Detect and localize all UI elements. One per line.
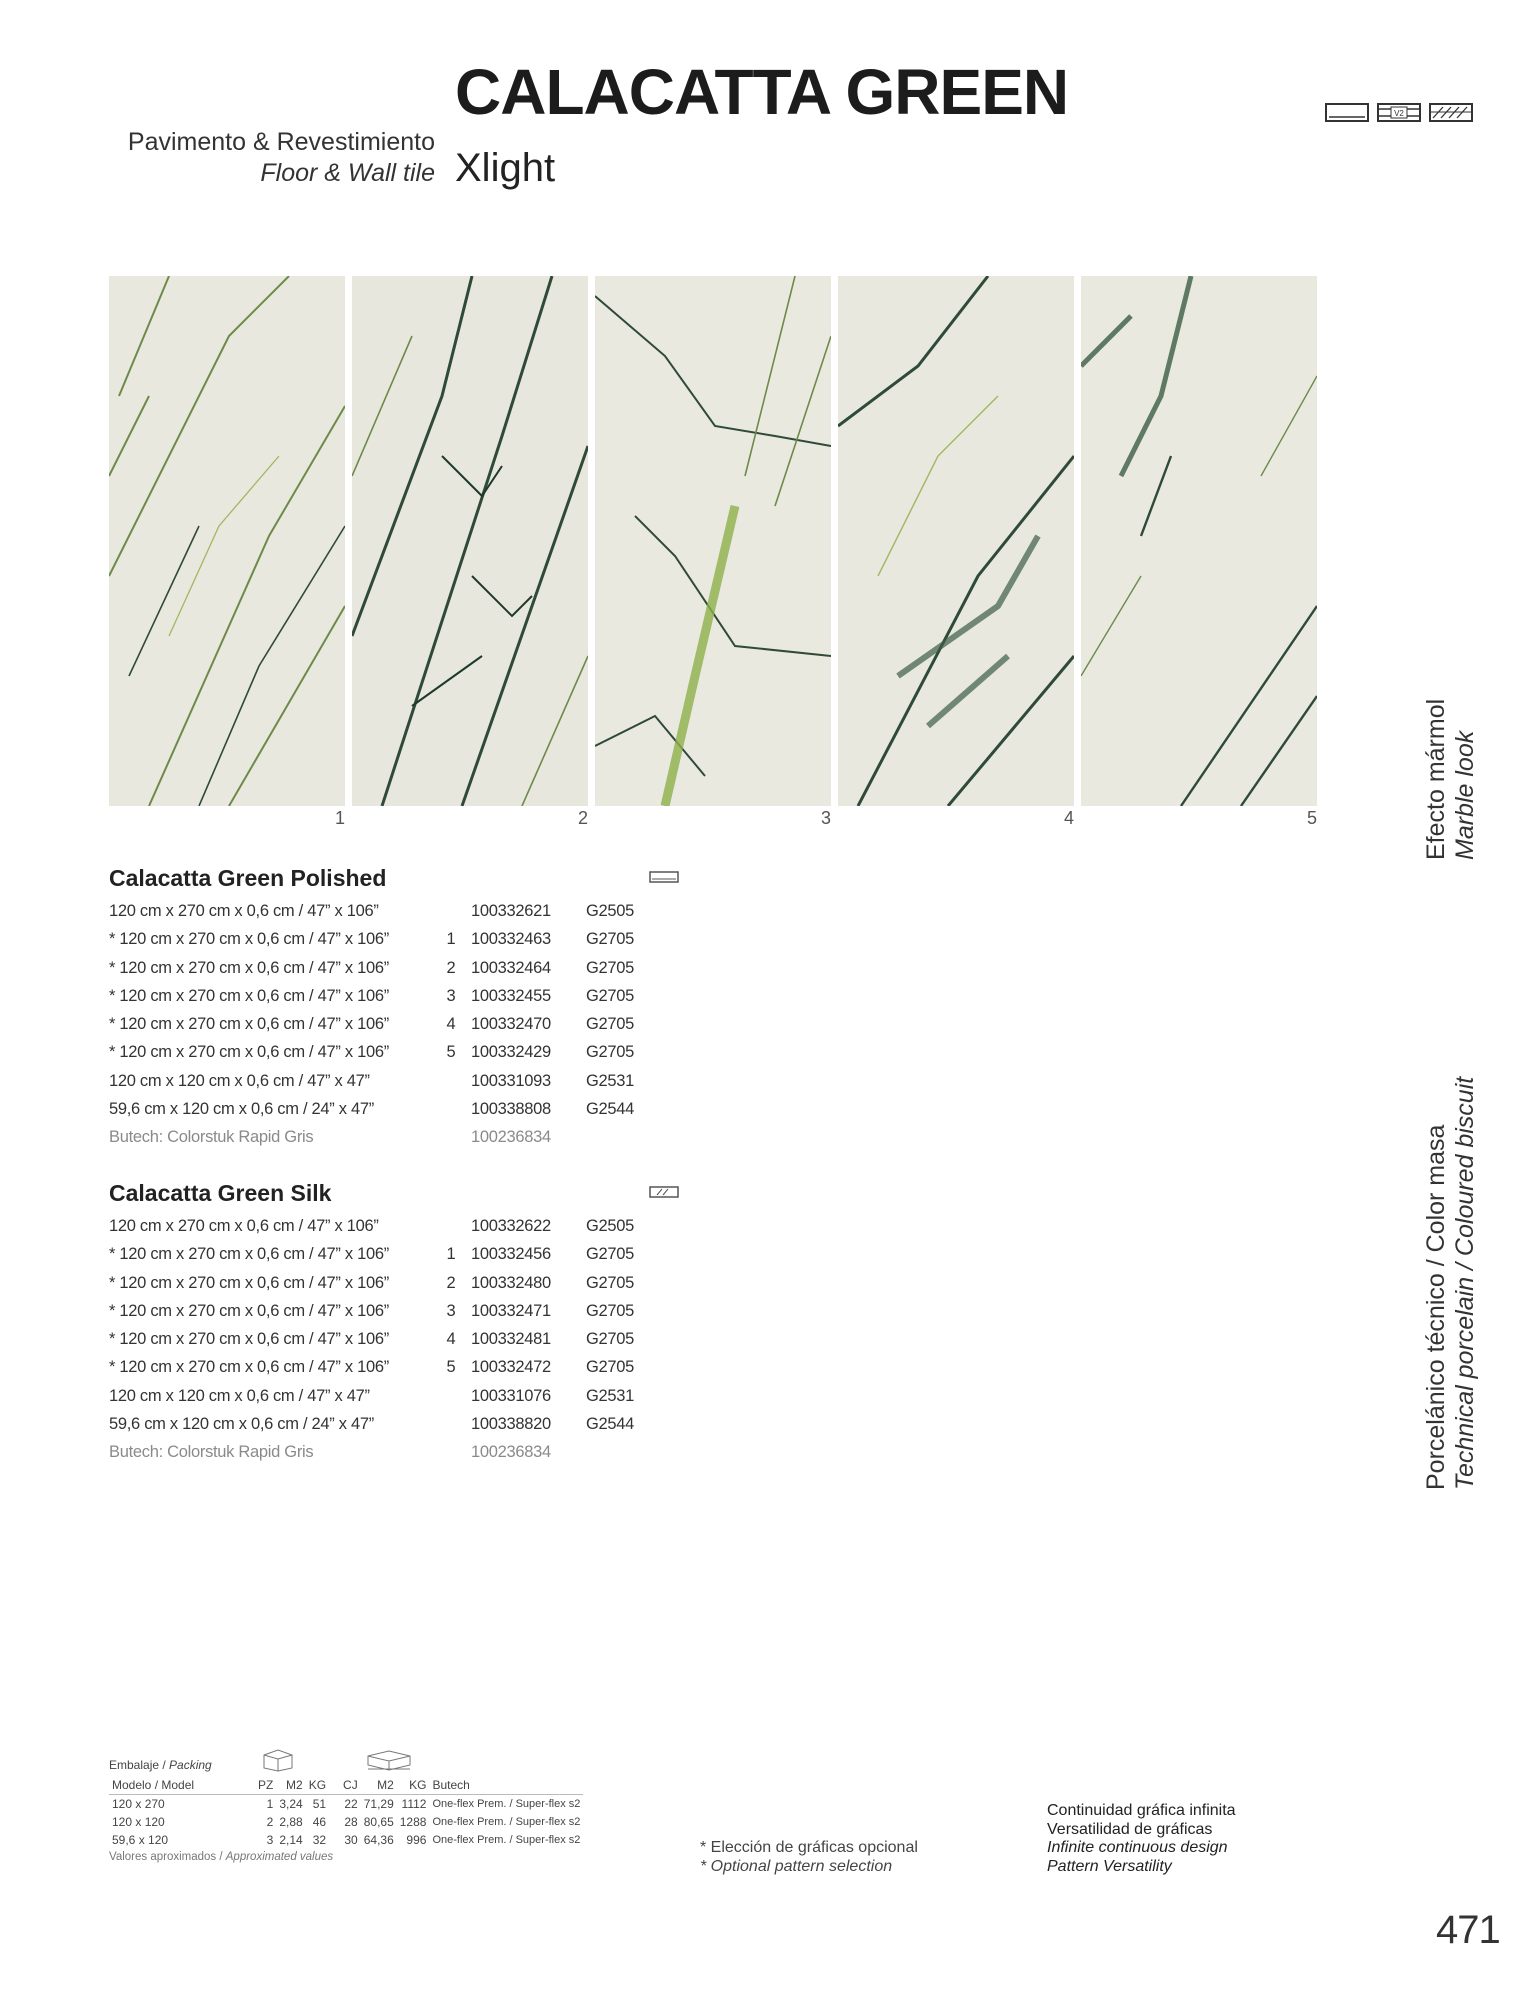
- tile-number: 4: [1063, 808, 1074, 828]
- packing-row: [109, 1795, 583, 1814]
- pattern-number-cell: 5: [446, 1358, 456, 1377]
- packing-cell: 22: [344, 1797, 358, 1811]
- col-kg-box: KG: [397, 1776, 430, 1795]
- section-title-text: Calacatta Green Silk: [109, 1180, 332, 1206]
- packing-footnote: [109, 1851, 583, 1863]
- packing-cell: 2: [266, 1815, 274, 1829]
- pattern-number-cell: [431, 1067, 471, 1095]
- packing-cell: 1288: [399, 1815, 427, 1829]
- packing-cell: 3,24: [279, 1797, 303, 1811]
- table-row: [109, 1212, 679, 1240]
- size-cell: * 120 cm x 270 cm x 0,6 cm / 47” x 106”: [109, 1358, 389, 1377]
- size-cell: * 120 cm x 270 cm x 0,6 cm / 47” x 106”: [109, 986, 389, 1005]
- product-code-cell: 100332456: [471, 1245, 551, 1264]
- packing-row: [109, 1831, 583, 1849]
- tile-gallery: [109, 276, 1317, 806]
- material-label-es: Porcelánico técnico / Color masa: [1422, 1124, 1450, 1490]
- tile-numbers: [109, 808, 1317, 829]
- size-cell: 59,6 cm x 120 cm x 0,6 cm / 24” x 47”: [109, 1100, 374, 1119]
- group-code-cell: G2531: [586, 1386, 635, 1405]
- packing-cell: 64,36: [363, 1833, 394, 1847]
- product-code-cell: 100331076: [471, 1386, 551, 1405]
- packing-cell: One-flex Prem. / Super-flex s2: [432, 1816, 581, 1828]
- side-labels: [1422, 560, 1512, 1490]
- group-code-cell: G2505: [586, 1217, 635, 1235]
- group-code-cell: G2705: [586, 958, 635, 977]
- product-code-cell: 100338820: [471, 1415, 551, 1434]
- box-icon: [262, 1748, 294, 1772]
- packing-label: [109, 1758, 212, 1772]
- polished-icon: [649, 869, 679, 883]
- look-label-es: Efecto mármol: [1422, 698, 1450, 860]
- finish-icons: [1325, 101, 1473, 123]
- packing-cell: 1: [266, 1797, 274, 1811]
- size-cell: 120 cm x 270 cm x 0,6 cm / 47” x 106”: [109, 1217, 379, 1235]
- size-cell: * 120 cm x 270 cm x 0,6 cm / 47” x 106”: [109, 1301, 389, 1320]
- packing-cell: 120 x 270: [112, 1797, 165, 1811]
- product-code-cell: 100332470: [471, 1015, 551, 1034]
- product-code-cell: 100332471: [471, 1301, 551, 1320]
- pattern-number-cell: 3: [446, 1301, 456, 1320]
- pattern-number-cell: 1: [446, 1245, 456, 1264]
- packing-cell: 51: [312, 1797, 327, 1811]
- packing-cell: 120 x 120: [112, 1815, 165, 1829]
- col-butech: Butech: [429, 1776, 583, 1795]
- material-label: [1422, 1077, 1480, 1490]
- packing-cell: 30: [344, 1833, 358, 1847]
- table-row: [109, 1240, 679, 1268]
- pattern-number-cell: 2: [446, 958, 456, 977]
- silk-texture-icon: [1429, 101, 1473, 123]
- col-cj: CJ: [329, 1776, 361, 1795]
- size-cell: * 120 cm x 270 cm x 0,6 cm / 47” x 106”: [109, 1043, 389, 1062]
- pattern-number-cell: 4: [446, 1330, 456, 1349]
- table-row: [109, 982, 679, 1010]
- butech-code: 100236834: [471, 1128, 551, 1147]
- page-number: 471: [1436, 1908, 1500, 1952]
- product-code-cell: 100332463: [471, 930, 551, 949]
- table-row: [109, 1410, 679, 1438]
- continuity-note: [1047, 1802, 1236, 1876]
- pattern-number-cell: 1: [446, 930, 456, 949]
- section-title-text: Calacatta Green Polished: [109, 865, 387, 891]
- pallet-icon: [364, 1748, 414, 1772]
- v2-icon-label: V2: [1394, 109, 1404, 118]
- group-code-cell: G2705: [586, 1043, 635, 1062]
- packing-footnote-es: Valores aproximados /: [109, 1851, 226, 1863]
- packing-cell: 80,65: [363, 1815, 394, 1829]
- product-code-cell: 100332464: [471, 958, 551, 977]
- size-cell: * 120 cm x 270 cm x 0,6 cm / 47” x 106”: [109, 1015, 389, 1034]
- note-en: * Optional pattern selection: [700, 1858, 893, 1875]
- pattern-number-cell: 4: [446, 1015, 456, 1034]
- col-model: Modelo / Model: [109, 1776, 255, 1795]
- pattern-number-cell: 2: [446, 1273, 456, 1292]
- packing-row: [109, 1813, 583, 1831]
- table-row: [109, 954, 679, 982]
- packing-cell: 2,14: [279, 1833, 303, 1847]
- tile-number: 3: [820, 808, 831, 828]
- group-code-cell: G2705: [586, 1245, 635, 1264]
- packing-cell: 2,88: [279, 1815, 303, 1829]
- product-code-cell: 100332472: [471, 1358, 551, 1377]
- product-subtitle: Xlight: [455, 146, 556, 190]
- butech-product: Butech: Colorstuk Rapid Gris: [109, 1128, 314, 1147]
- packing-cell: 996: [406, 1833, 427, 1847]
- packing-cell: 59,6 x 120: [112, 1833, 169, 1847]
- size-cell: 59,6 cm x 120 cm x 0,6 cm / 24” x 47”: [109, 1415, 374, 1434]
- size-cell: * 120 cm x 270 cm x 0,6 cm / 47” x 106”: [109, 1330, 389, 1349]
- group-code-cell: G2544: [586, 1415, 635, 1434]
- size-cell: * 120 cm x 270 cm x 0,6 cm / 47” x 106”: [109, 958, 389, 977]
- butech-row: [109, 1123, 679, 1151]
- product-code-cell: 100331093: [471, 1071, 551, 1090]
- group-code-cell: G2705: [586, 1330, 635, 1349]
- butech-code: 100236834: [471, 1443, 551, 1462]
- product-code-cell: 100332455: [471, 986, 551, 1005]
- butech-product: Butech: Colorstuk Rapid Gris: [109, 1443, 314, 1462]
- group-code-cell: G2505: [586, 902, 635, 920]
- product-code-cell: 100332480: [471, 1273, 551, 1292]
- tile-image[interactable]: [109, 276, 345, 806]
- section-title: [109, 865, 679, 891]
- packing-cell: 1112: [401, 1797, 427, 1811]
- size-cell: 120 cm x 270 cm x 0,6 cm / 47” x 106”: [109, 902, 379, 920]
- packing-header-row: [109, 1776, 583, 1795]
- polished-section: [109, 865, 679, 1152]
- pattern-number-cell: 5: [446, 1043, 456, 1062]
- pattern-number-cell: 3: [446, 986, 456, 1005]
- section-title: [109, 1180, 679, 1206]
- product-code-cell: 100332621: [471, 902, 551, 920]
- col-pz: PZ: [255, 1776, 276, 1795]
- category-english: Floor & Wall tile: [260, 159, 435, 187]
- silk-texture-icon: [649, 1184, 679, 1198]
- product-title: CALACATTA GREEN: [455, 56, 1069, 128]
- packing-cell: 46: [312, 1815, 327, 1829]
- material-label-en: Technical porcelain / Coloured biscuit: [1451, 1076, 1479, 1490]
- pattern-number-cell: [431, 1095, 471, 1123]
- size-cell: 120 cm x 120 cm x 0,6 cm / 47” x 47”: [109, 1386, 370, 1405]
- packing-cell: One-flex Prem. / Super-flex s2: [432, 1834, 581, 1846]
- col-m2-box: M2: [361, 1776, 397, 1795]
- tile-image[interactable]: [595, 276, 831, 806]
- v2-variation-icon: [1377, 101, 1421, 123]
- col-kg: KG: [306, 1776, 329, 1795]
- table-row: [109, 1095, 679, 1123]
- pattern-number-cell: [431, 1410, 471, 1438]
- table-row: [109, 925, 679, 953]
- group-code-cell: G2705: [586, 1358, 635, 1377]
- look-label-en: Marble look: [1451, 730, 1479, 860]
- group-code-cell: G2705: [586, 1273, 635, 1292]
- packing-footnote-en: Approximated values: [225, 1851, 334, 1863]
- group-code-cell: G2531: [586, 1071, 635, 1090]
- tile-number: 5: [1306, 808, 1317, 828]
- optional-pattern-note: [700, 1838, 918, 1876]
- packing-table: [109, 1748, 583, 1863]
- size-cell: 120 cm x 120 cm x 0,6 cm / 47” x 47”: [109, 1071, 370, 1090]
- packing-label-en: Packing: [169, 1758, 212, 1772]
- category-spanish: Pavimento & Revestimiento: [127, 128, 435, 156]
- packing-cell: One-flex Prem. / Super-flex s2: [432, 1798, 581, 1810]
- butech-row: [109, 1438, 679, 1466]
- size-cell: * 120 cm x 270 cm x 0,6 cm / 47” x 106”: [109, 930, 389, 949]
- packing-cell: 32: [312, 1833, 327, 1847]
- size-cell: * 120 cm x 270 cm x 0,6 cm / 47” x 106”: [109, 1273, 389, 1292]
- group-code-cell: G2705: [586, 1301, 635, 1320]
- continuity-line2-en: Pattern Versatility: [1047, 1857, 1172, 1875]
- silk-section: [109, 1180, 679, 1467]
- note-es: * Elección de gráficas opcional: [700, 1839, 918, 1856]
- product-code-cell: 100332481: [471, 1330, 551, 1349]
- tile-image[interactable]: [352, 276, 588, 806]
- polished-icon: [1325, 101, 1369, 123]
- table-row: [109, 1067, 679, 1095]
- group-code-cell: G2705: [586, 930, 635, 949]
- group-code-cell: G2705: [586, 986, 635, 1005]
- continuity-line2-es: Versatilidad de gráficas: [1047, 1820, 1213, 1838]
- col-m2: M2: [276, 1776, 305, 1795]
- table-row: [109, 897, 679, 925]
- group-code-cell: G2705: [586, 1015, 635, 1034]
- pattern-number-cell: [431, 1212, 471, 1240]
- table-row: [109, 1269, 679, 1297]
- packing-label-es: Embalaje /: [109, 1758, 170, 1772]
- product-code-cell: 100332429: [471, 1043, 551, 1062]
- tile-image[interactable]: [1081, 276, 1317, 806]
- continuity-line1-es: Continuidad gráfica infinita: [1047, 1802, 1236, 1819]
- pattern-number-cell: [431, 897, 471, 925]
- packing-data: [109, 1776, 583, 1849]
- table-row: [109, 1325, 679, 1353]
- product-code-cell: 100338808: [471, 1100, 551, 1119]
- table-row: [109, 1353, 679, 1381]
- packing-cell: 28: [344, 1815, 358, 1829]
- packing-cell: 71,29: [363, 1797, 394, 1811]
- table-row: [109, 1038, 679, 1066]
- packing-cell: 3: [266, 1833, 274, 1847]
- table-row: [109, 1297, 679, 1325]
- group-code-cell: G2544: [586, 1100, 635, 1119]
- look-label: [1422, 699, 1480, 860]
- continuity-line1-en: Infinite continuous design: [1047, 1839, 1228, 1856]
- table-row: [109, 1010, 679, 1038]
- table-row: [109, 1382, 679, 1410]
- tile-image[interactable]: [838, 276, 1074, 806]
- tile-number: 2: [577, 808, 588, 828]
- product-code-cell: 100332622: [471, 1217, 551, 1235]
- pattern-number-cell: [431, 1382, 471, 1410]
- size-cell: * 120 cm x 270 cm x 0,6 cm / 47” x 106”: [109, 1245, 389, 1264]
- tile-number: 1: [334, 808, 345, 828]
